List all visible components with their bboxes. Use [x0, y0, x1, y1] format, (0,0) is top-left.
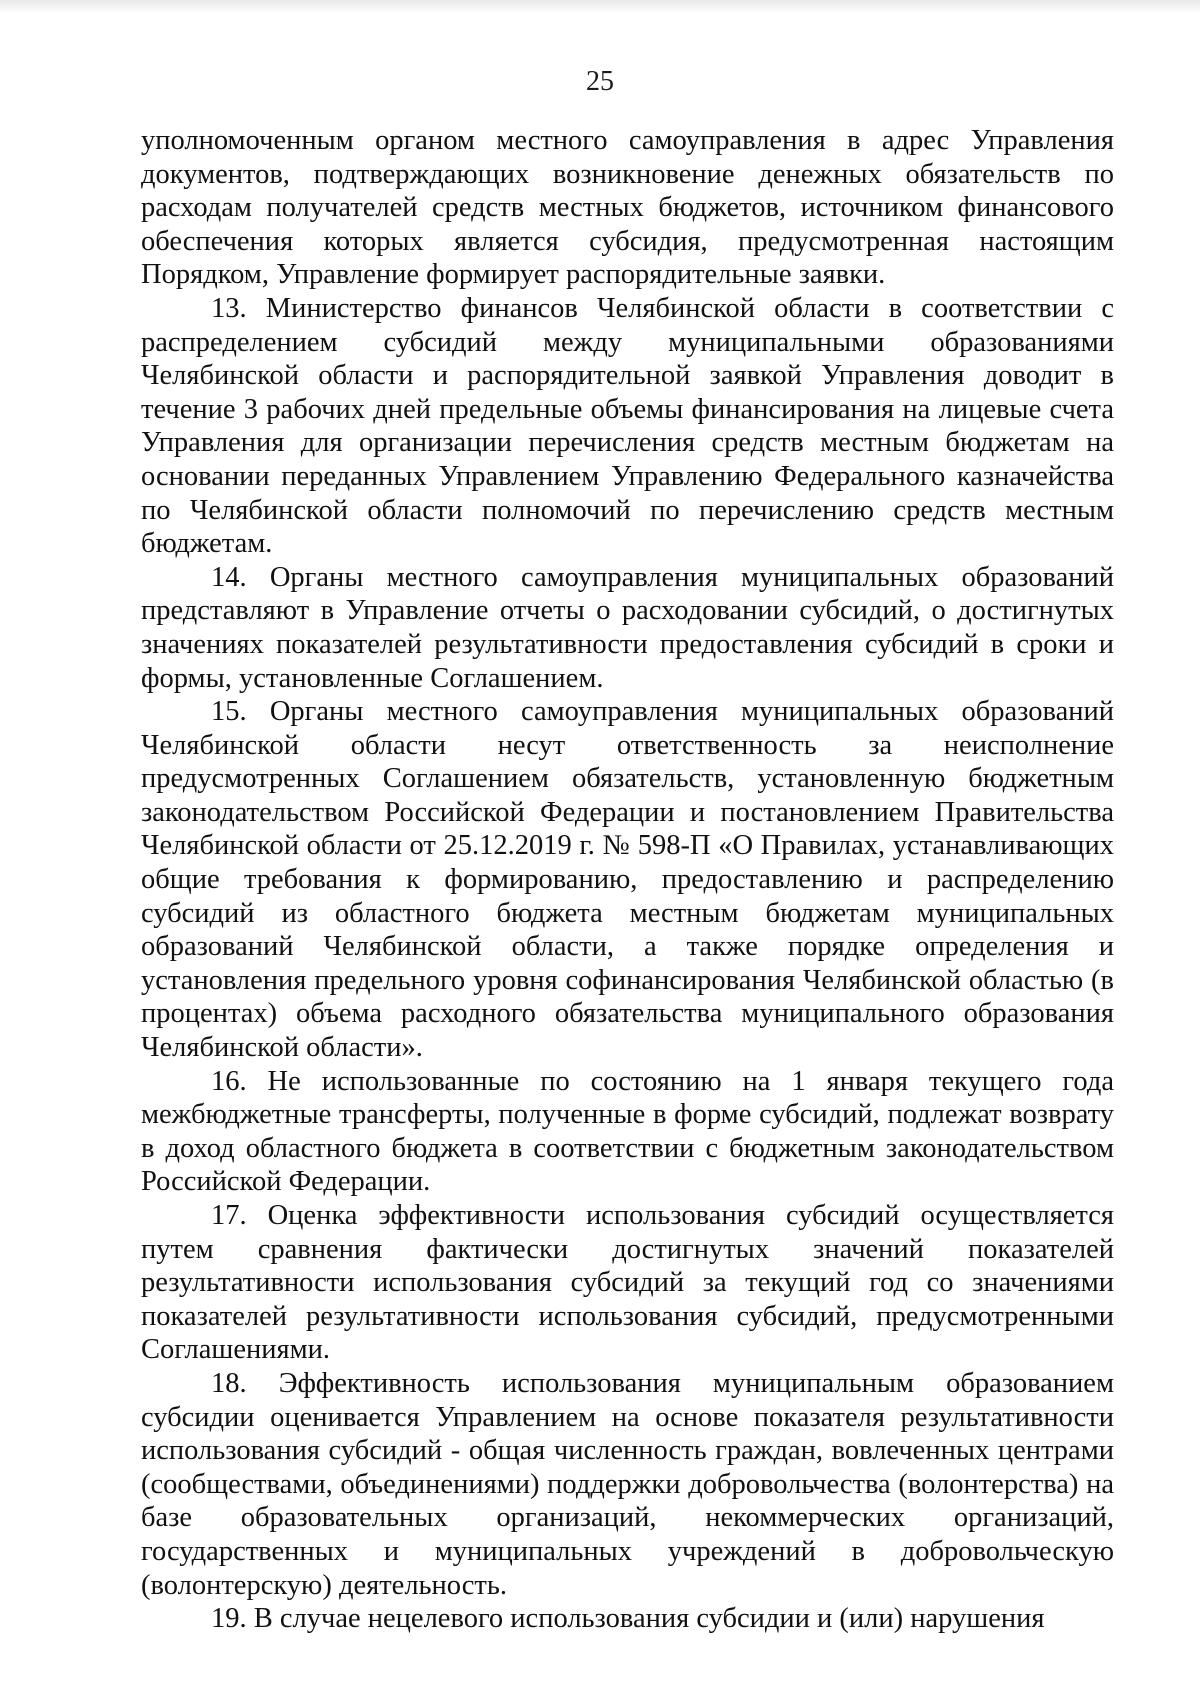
paragraph-14: 14. Органы местного самоуправления муниципальных образований представляют в Управление отчеты о расходовании субсидий, о достигнутых значениях показателей результативности предоставления субсидий в сроки и формы, установленные Соглашением.	[141, 561, 1114, 694]
paragraph-18: 18. Эффективность использования муниципальным образованием субсидии оценивается Управлением на основе показателя результативности использования субсидий - общая численность граждан, вовлеченных центрами (сообществами, объединениями) поддержки добровольчества (волонтерства) на базе образовательных организаций, некоммерческих организаций, государственных и муниципальных учреждений в добровольческую (волонтерскую) деятельность.	[141, 1367, 1114, 1601]
paragraph-13: 13. Министерство финансов Челябинской области в соответствии с распределением субсидий между муниципальными образованиями Челябинской области и распорядительной заявкой Управления доводит в течение 3 рабочих дней предельные объемы финансирования на лицевые счета Управления для организации перечисления средств местным бюджетам на основании переданных Управлением Управлению Федерального казначейства по Челябинской области полномочий по перечислению средств местным бюджетам.	[141, 292, 1114, 560]
paragraph-19: 19. В случае нецелевого использования субсидии и (или) нарушения	[211, 1603, 1045, 1635]
page-number: 25	[586, 66, 614, 97]
paragraph-17: 17. Оценка эффективности использования субсидий осуществляется путем сравнения фактически достигнутых значений показателей результативности использования субсидий за текущий год со значениями показателей результативности использования субсидий, предусмотренными Соглашениями.	[141, 1200, 1114, 1366]
paragraph-16: 16. Не использованные по состоянию на 1 января текущего года межбюджетные трансферты, полученные в форме субсидий, подлежат возврату в доход областного бюджета в соответствии с бюджетным законодательством Российской Федерации.	[141, 1065, 1114, 1198]
scan-edge	[0, 0, 1200, 14]
paragraph-continuation: уполномоченным органом местного самоуправления в адрес Управления документов, подтверждающих возникновение денежных обязательств по расходам получателей средств местных бюджетов, источником финансового обеспечения которых является субсидия, предусмотренная настоящим Порядком, Управление формирует распорядительные заявки.	[141, 125, 1114, 291]
document-body	[141, 124, 1114, 1636]
paragraph-15: 15. Органы местного самоуправления муниципальных образований Челябинской области несут ответственность за неисполнение предусмотренных Соглашением обязательств, установленную бюджетным законодательством Российской Федерации и постановлением Правительства Челябинской области от 25.12.2019 г. № 598-П «О Правилах, устанавливающих общие требования к формированию, предоставлению и распределению субсидий из областного бюджета местным бюджетам муниципальных образований Челябинской области, а также порядке определения и установления предельного уровня софинансирования Челябинской областью (в процентах) объема расходного обязательства муниципального образования Челябинской области».	[141, 696, 1114, 1064]
